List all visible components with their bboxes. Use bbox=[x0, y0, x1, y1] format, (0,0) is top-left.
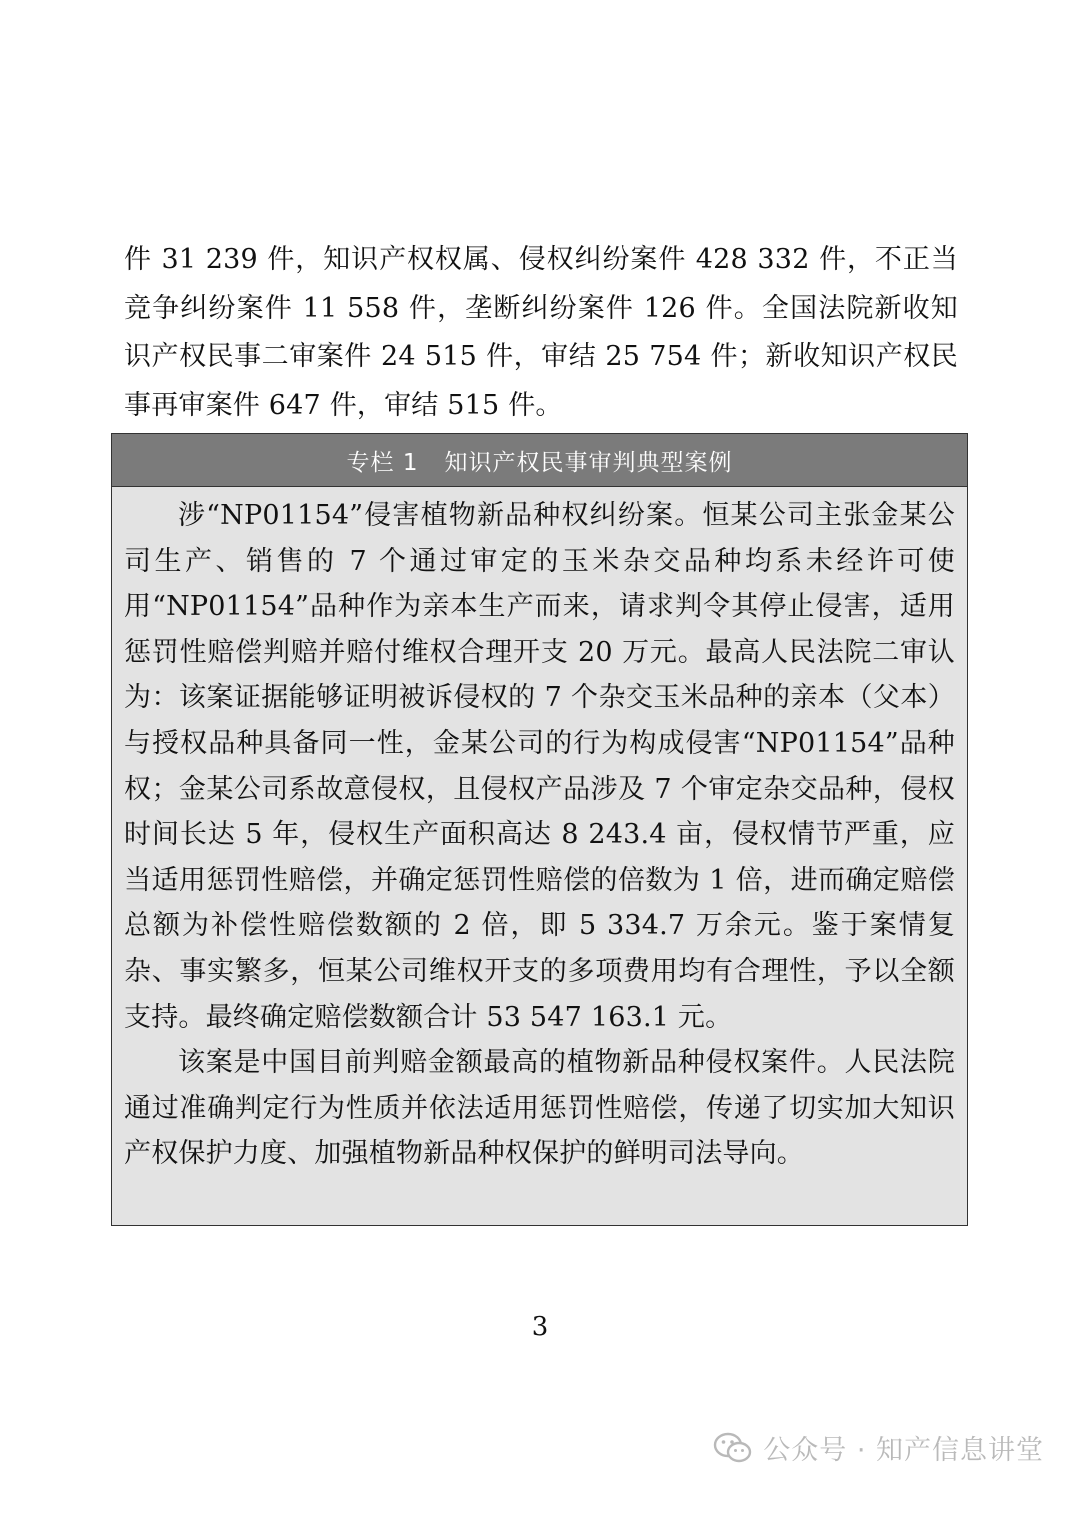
sidebar-column-number: 专栏 1 bbox=[346, 449, 419, 476]
sidebar-body bbox=[112, 487, 967, 1177]
wechat-icon bbox=[713, 1431, 753, 1465]
page-number: 3 bbox=[531, 1312, 549, 1342]
sidebar-header bbox=[112, 434, 967, 487]
sidebar-paragraph-significance: 该案是中国目前判赔金额最高的植物新品种侵权案件。人民法院通过准确判定行为性质并依法适用惩罚性赔偿，传递了切实加大知识产权保护力度、加强植物新品种权保护的鲜明司法导向。 bbox=[124, 1047, 955, 1170]
sidebar-paragraph-case: 涉“NP01154”侵害植物新品种权纠纷案。恒某公司主张金某公司生产、销售的 7 个通过审定的玉米杂交品种均系未经许可使用“NP01154”品种作为亲本生产而来，请求判令其停止侵害，适用惩罚性赔偿判赔并赔付维权合理开支 20 万元。最高人民法院二审认为：该案证据能够证明被诉侵权的 7 个杂交玉米品种的亲本（父本）与授权品种具备同一性，金某公司的行为构成侵害“NP01154”品种权；金某公司系故意侵权，且侵权产品涉及 7 个审定杂交品种，侵权时间长达 5 年，侵权生产面积高达 8 243.4 亩，侵权情节严重，应当适用惩罚性赔偿，并确定惩罚性赔偿的倍数为 1 倍，进而确定赔偿总额为补偿性赔偿数额的 2 倍，即 5 334.7 万余元。鉴于案情复杂、事实繁多，恒某公司维权开支的多项费用均有合理性，予以全额支持。最终确定赔偿数额合计 53 547 163.1 元。 bbox=[124, 500, 955, 1033]
case-sidebar-box bbox=[111, 433, 968, 1226]
body-paragraph: 件 31 239 件，知识产权权属、侵权纠纷案件 428 332 件，不正当竞争纠纷案件 11 558 件，垄断纠纷案件 126 件。全国法院新收知识产权民事二审案件 24 515 件，审结 25 754 件；新收知识产权民事再审案件 647 件，审结 515 件。 bbox=[124, 244, 958, 421]
watermark bbox=[713, 1428, 1044, 1467]
sidebar-title: 知识产权民事审判典型案例 bbox=[444, 449, 733, 476]
watermark-text: 公众号 · 知产信息讲堂 bbox=[763, 1435, 1044, 1466]
